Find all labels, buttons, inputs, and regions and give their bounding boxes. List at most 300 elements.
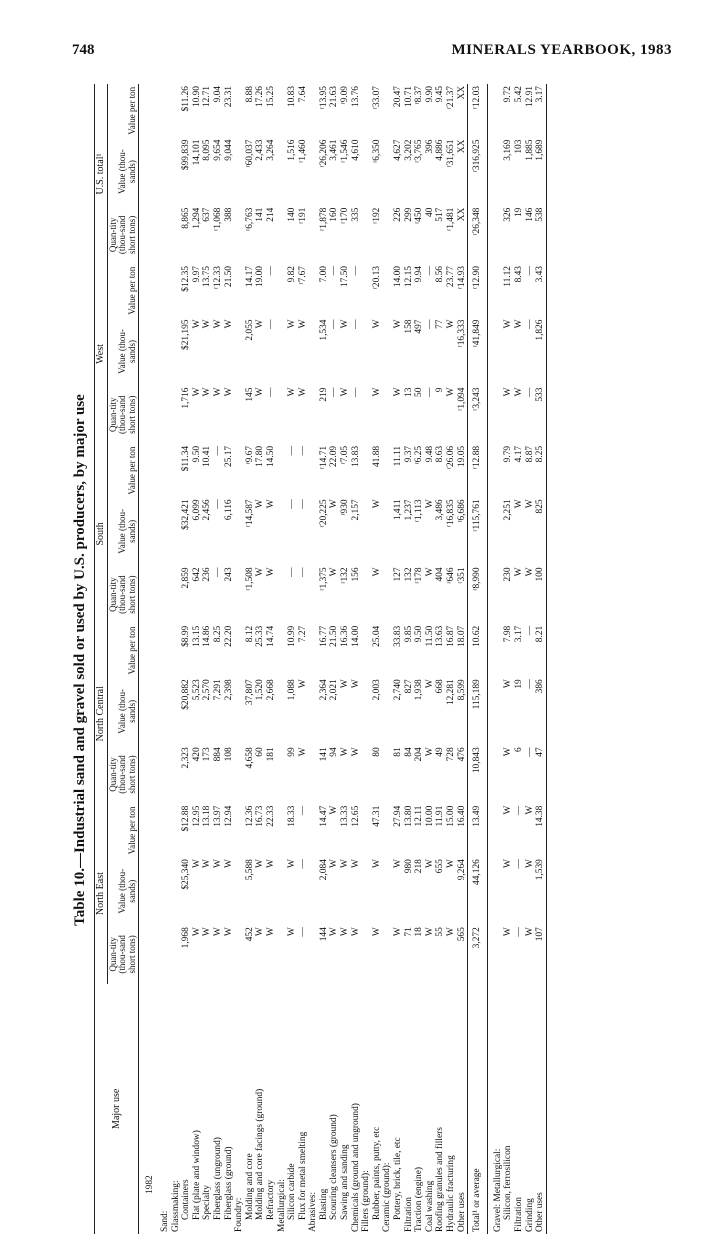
table-cell xyxy=(382,318,393,386)
table-cell xyxy=(382,925,393,983)
table-cell: ʳ1,878 xyxy=(318,207,329,231)
table-cell: 37,807 xyxy=(244,679,255,706)
table-cell: 476 xyxy=(456,747,467,762)
table-cell xyxy=(160,264,171,317)
table-cell: ʳ16,333 xyxy=(456,319,467,348)
table-cell: $21,195 xyxy=(181,319,192,350)
table-cell: 9.50 xyxy=(191,445,202,463)
table-cell xyxy=(171,624,182,677)
table-cell: 226 xyxy=(393,207,404,222)
table-cell: ʳ6,686 xyxy=(456,499,467,523)
table-cell xyxy=(361,84,372,138)
table-cell xyxy=(277,565,288,623)
row-label: Rubber, paints, putty, etc xyxy=(371,1126,382,1220)
table-cell: 1,826 xyxy=(535,319,546,341)
table-cell: W xyxy=(524,499,535,509)
table-cell xyxy=(308,444,319,497)
table-cell: 12.95 xyxy=(191,805,202,827)
table-cell xyxy=(171,677,182,745)
table-cell: W xyxy=(191,927,202,937)
table-cell: 9.04 xyxy=(212,86,223,103)
table-cell xyxy=(493,444,504,497)
table-cell xyxy=(308,206,319,264)
row-label: Total¹ or average xyxy=(468,984,488,1234)
table-cell: ʳ14.71 xyxy=(318,445,329,470)
table-cell: 1,716 xyxy=(181,387,192,409)
table-cell xyxy=(234,624,245,677)
table-cell: ʳ21.37 xyxy=(446,86,456,110)
table-cell: W xyxy=(255,499,266,509)
table-cell: — xyxy=(297,445,308,456)
table-cell xyxy=(234,386,245,444)
table-cell xyxy=(308,497,319,565)
table-cell: 637 xyxy=(202,207,213,222)
table-cell: 4,658 xyxy=(244,747,255,769)
table-cell: W xyxy=(287,927,298,937)
row-label: Chemicals (ground and unground) xyxy=(350,1103,361,1232)
table-cell: 1,294 xyxy=(191,207,202,229)
table-cell: ʳ26,206 xyxy=(318,139,329,168)
table-cell: ʳ1,094 xyxy=(456,387,467,411)
table-cell: W xyxy=(340,319,351,329)
table-cell: 15.00 xyxy=(446,805,456,827)
table-cell: 181 xyxy=(265,747,276,762)
table-cell: — xyxy=(513,805,524,816)
table-cell: — xyxy=(350,266,361,276)
table-cell: W xyxy=(503,859,514,869)
table-cell: 8.12 xyxy=(244,625,255,643)
row-label: Hydraulic fracturing xyxy=(446,1155,456,1232)
row-label: Fiberglass (unground) xyxy=(212,1137,223,1220)
table-cell: 8.88 xyxy=(244,86,255,103)
table-cell: 19 xyxy=(513,207,524,218)
table-cell: — xyxy=(212,499,223,509)
table-cell: 13.49 xyxy=(468,804,488,857)
table-cell: 21.63 xyxy=(329,86,340,108)
table-cell: 13.75 xyxy=(202,266,213,288)
table-cell: 115,189 xyxy=(468,677,488,745)
table-cell: 2,398 xyxy=(223,679,234,701)
table-cell xyxy=(160,804,171,857)
table-cell: 2,323 xyxy=(181,747,192,769)
table-cell xyxy=(277,318,288,386)
table-cell xyxy=(234,138,245,206)
table-cell: 7.64 xyxy=(297,86,308,103)
data-table xyxy=(94,84,547,1234)
table-cell: 99 xyxy=(287,747,298,757)
table-cell: 3,486 xyxy=(435,499,446,521)
table-cell: ʳ1,375 xyxy=(318,567,329,591)
table-cell: 4,886 xyxy=(435,139,446,161)
column-sub-header: Quan-tity (thou-sand short tons) xyxy=(107,565,139,623)
table-cell: W xyxy=(513,567,524,577)
table-cell: 3,264 xyxy=(265,139,276,161)
table-cell: 3,461 xyxy=(329,139,340,161)
table-cell: 10.62 xyxy=(468,624,488,677)
table-cell: ʳ192 xyxy=(371,207,382,224)
table-cell: 5,523 xyxy=(191,679,202,701)
table-cell xyxy=(234,677,245,745)
table-cell xyxy=(493,264,504,317)
table-cell: 13.76 xyxy=(350,86,361,108)
table-cell: — xyxy=(513,859,524,869)
table-cell: 18.07 xyxy=(456,625,467,647)
table-cell: 9.82 xyxy=(287,266,298,283)
table-cell: — xyxy=(424,266,435,276)
table-cell xyxy=(171,745,182,803)
row-label: Blasting xyxy=(318,1188,329,1220)
table-cell xyxy=(160,206,171,264)
table-cell: ʳ14,587 xyxy=(244,499,255,528)
table-cell: 16.36 xyxy=(340,625,351,647)
table-row xyxy=(514,84,525,1234)
table-cell: 146 xyxy=(524,207,535,222)
table-cell: 299 xyxy=(403,207,414,222)
table-cell: 144 xyxy=(318,927,329,942)
table-cell: 2,021 xyxy=(329,679,340,701)
table-cell: W xyxy=(255,319,266,329)
row-label: Other uses xyxy=(535,1192,546,1232)
table-cell: $25,340 xyxy=(181,859,192,890)
table-row xyxy=(351,84,362,1234)
table-cell: 12.65 xyxy=(350,805,361,827)
table-cell: W xyxy=(329,499,340,509)
table-cell: 2,003 xyxy=(371,679,382,701)
table-cell: 77 xyxy=(435,319,446,329)
table-cell: 10.41 xyxy=(202,445,213,467)
table-cell: W xyxy=(503,747,514,757)
table-cell xyxy=(493,565,504,623)
table-cell: ʳ1,460 xyxy=(297,139,308,163)
table-cell: W xyxy=(424,927,435,937)
table-cell: 17.26 xyxy=(255,86,266,108)
table-cell xyxy=(382,206,393,264)
row-label: Molding and core facings (ground) xyxy=(255,1088,266,1220)
table-cell: W xyxy=(329,805,340,815)
table-cell xyxy=(277,677,288,745)
table-cell: 420 xyxy=(191,747,202,762)
table-cell: W xyxy=(287,387,298,397)
table-cell xyxy=(277,264,288,317)
table-cell: ʳ6,763 xyxy=(244,207,255,231)
table-cell xyxy=(171,925,182,983)
table-cell: ʳ1,508 xyxy=(244,567,255,591)
table-cell: 22.20 xyxy=(223,625,234,647)
table-cell: ʳ1,546 xyxy=(340,139,351,163)
table-cell: 497 xyxy=(414,319,425,334)
table-cell: ʳ1,481 xyxy=(446,207,456,231)
table-cell: W xyxy=(223,859,234,869)
table-cell: W xyxy=(524,567,535,577)
table-cell: ʳ6,350 xyxy=(371,139,382,163)
table-cell xyxy=(361,677,372,745)
row-label: Silicon, ferrosilicon xyxy=(503,1145,514,1220)
table-cell: 655 xyxy=(435,859,446,874)
table-cell: ʳ33.07 xyxy=(371,86,382,110)
table-cell: W xyxy=(503,387,514,397)
table-cell: 13.83 xyxy=(350,445,361,467)
table-cell: — xyxy=(297,927,308,937)
row-label: Specialty xyxy=(202,1185,213,1220)
table-cell: ʳ646 xyxy=(446,567,456,584)
table-cell: W xyxy=(424,499,435,509)
table-body xyxy=(139,84,546,1234)
table-row xyxy=(361,84,372,1234)
table-cell: ʳ12.90 xyxy=(468,264,488,317)
table-cell xyxy=(361,318,372,386)
table-cell: 127 xyxy=(393,567,404,582)
region-header: U.S. total¹ xyxy=(95,84,108,264)
table-cell: 41.88 xyxy=(371,445,382,467)
table-cell: W xyxy=(255,567,266,577)
table-cell: 11.50 xyxy=(424,625,435,647)
table-cell xyxy=(382,84,393,138)
row-label: Flux for metal smelting xyxy=(297,1131,308,1220)
table-cell: 404 xyxy=(435,567,446,582)
table-cell: 230 xyxy=(503,567,514,582)
table-cell: 50 xyxy=(414,387,425,397)
table-cell: XX xyxy=(456,86,467,100)
table-row xyxy=(446,84,457,1234)
table-cell: 141 xyxy=(318,747,329,762)
table-cell: 236 xyxy=(202,567,213,582)
table-cell: 10.99 xyxy=(287,625,298,647)
table-cell: — xyxy=(524,625,535,636)
table-row xyxy=(308,84,319,1234)
table-cell: — xyxy=(287,445,298,456)
table-cell: ʳ170 xyxy=(340,207,351,224)
table-cell: W xyxy=(265,859,276,869)
table-cell: 25.04 xyxy=(371,625,382,647)
table-cell: 5.42 xyxy=(513,86,524,103)
table-cell: 20.47 xyxy=(393,86,404,108)
table-row xyxy=(255,84,266,1234)
table-cell: 396 xyxy=(424,139,435,154)
row-label: Molding and core xyxy=(244,1153,255,1220)
table-cell: W xyxy=(446,319,456,329)
table-cell xyxy=(277,138,288,206)
table-cell: — xyxy=(350,319,361,329)
table-cell: ʳ178 xyxy=(414,567,425,584)
table-cell xyxy=(308,925,319,983)
table-cell: 4,610 xyxy=(350,139,361,161)
table-cell: — xyxy=(524,266,535,276)
table-cell: 12.91 xyxy=(524,86,535,108)
table-cell: 668 xyxy=(435,679,446,694)
row-label: Silicon carbide xyxy=(287,1163,298,1220)
row-label: Containers xyxy=(181,1179,192,1220)
table-cell: 214 xyxy=(265,207,276,222)
row-label: Glassmaking: xyxy=(170,1180,181,1232)
table-cell: 2,740 xyxy=(393,679,404,701)
table-cell: 12.71 xyxy=(202,86,213,108)
table-cell xyxy=(277,857,288,925)
table-cell: W xyxy=(503,927,514,937)
table-cell: W xyxy=(371,567,382,577)
table-cell: 2,055 xyxy=(244,319,255,341)
table-cell xyxy=(171,206,182,264)
table-cell xyxy=(234,264,245,317)
table-cell: ʳ7.05 xyxy=(340,445,351,465)
table-row xyxy=(160,84,171,1234)
table-cell xyxy=(361,386,372,444)
table-cell: W xyxy=(350,679,361,689)
table-cell xyxy=(277,386,288,444)
table-cell: W xyxy=(340,679,351,689)
table-cell: W xyxy=(340,387,351,397)
table-cell: 10.83 xyxy=(287,86,298,108)
table-cell xyxy=(277,624,288,677)
table-cell: 55 xyxy=(435,927,446,937)
column-sub-header: Quan-tity (thou-sand short tons) xyxy=(107,386,139,444)
table-cell xyxy=(382,386,393,444)
table-cell xyxy=(171,804,182,857)
table-cell xyxy=(361,565,372,623)
table-cell xyxy=(277,925,288,983)
table-cell: W xyxy=(371,387,382,397)
table-cell: 6 xyxy=(513,747,524,753)
table-cell: 9.45 xyxy=(435,86,446,103)
table-cell: — xyxy=(424,387,435,397)
table-cell: 1,520 xyxy=(255,679,266,701)
table-cell: 7.27 xyxy=(297,625,308,643)
table-cell xyxy=(382,804,393,857)
table-row xyxy=(414,84,425,1234)
table-cell xyxy=(308,677,319,745)
table-cell: W xyxy=(202,927,213,937)
table-cell: W xyxy=(255,927,266,937)
table-cell: 173 xyxy=(202,747,213,762)
table-cell: W xyxy=(202,859,213,869)
table-cell: ʳ26,348 xyxy=(468,206,488,264)
row-label: Fiberglass (ground) xyxy=(223,1146,234,1220)
table-row xyxy=(266,84,277,1234)
row-label: Grinding xyxy=(524,1198,535,1232)
table-cell xyxy=(493,925,504,983)
table-cell: $12.35 xyxy=(181,266,192,292)
table-cell: 9,654 xyxy=(212,139,223,161)
table-cell: 60 xyxy=(255,747,266,757)
table-cell: 14,101 xyxy=(191,139,202,166)
table-cell: 517 xyxy=(435,207,446,222)
table-cell: 47.31 xyxy=(371,805,382,827)
table-cell xyxy=(308,565,319,623)
table-cell: ʳ26.06 xyxy=(446,445,456,470)
table-cell: 12.94 xyxy=(223,805,234,827)
table-cell: 13.80 xyxy=(403,805,414,827)
row-label: Fillers (ground): xyxy=(361,1170,372,1232)
table-cell: $8.99 xyxy=(181,625,192,647)
table-cell: 9,044 xyxy=(223,139,234,161)
region-header: North East xyxy=(95,804,108,984)
row-label: Sawing and sanding xyxy=(340,1144,351,1220)
table-cell: 980 xyxy=(403,859,414,874)
table-cell: W xyxy=(393,927,404,937)
table-cell xyxy=(160,745,171,803)
table-cell: — xyxy=(212,445,223,456)
table-cell: 107 xyxy=(535,927,546,942)
table-cell xyxy=(361,624,372,677)
table-cell: 19.05 xyxy=(456,445,467,467)
table-cell: 14.00 xyxy=(393,266,404,288)
table-cell: 14.50 xyxy=(265,445,276,467)
row-label: Filtration xyxy=(403,1197,414,1232)
table-cell: 13.63 xyxy=(435,625,446,647)
column-sub-header: Value (thou-sands) xyxy=(107,497,139,565)
table-cell: 25.17 xyxy=(223,445,234,467)
table-cell: 2,251 xyxy=(503,499,514,521)
table-cell: — xyxy=(265,319,276,329)
table-cell: W xyxy=(350,927,361,937)
table-cell: W xyxy=(424,747,435,757)
table-cell: 103 xyxy=(513,139,524,154)
table-cell xyxy=(361,804,372,857)
table-cell: W xyxy=(329,927,340,937)
table-cell: $11.26 xyxy=(181,86,192,112)
table-cell: — xyxy=(524,387,535,397)
table-row xyxy=(234,84,245,1234)
table-cell: W xyxy=(287,859,298,869)
table-cell xyxy=(234,84,245,138)
table-cell: W xyxy=(297,387,308,397)
table-cell: 1,885 xyxy=(524,139,535,161)
table-cell: 13.15 xyxy=(191,625,202,647)
rotated-table xyxy=(70,80,700,1240)
table-cell: W xyxy=(329,859,340,869)
table-cell xyxy=(382,565,393,623)
table-cell: 7.98 xyxy=(503,625,514,643)
table-cell: 12.15 xyxy=(403,266,414,288)
table-row xyxy=(181,84,192,1234)
table-row xyxy=(425,84,436,1234)
table-cell xyxy=(308,857,319,925)
table-cell xyxy=(493,138,504,206)
table-cell xyxy=(308,386,319,444)
table-cell: 3.17 xyxy=(513,625,524,643)
table-cell: 94 xyxy=(329,747,340,757)
table-cell: 158 xyxy=(403,319,414,334)
region-header: North Central xyxy=(95,624,108,804)
column-sub-header: Value per ton xyxy=(107,804,139,857)
table-cell: W xyxy=(446,927,456,937)
table-cell: 16.73 xyxy=(255,805,266,827)
row-label: Pottery, brick, tile, etc xyxy=(393,1137,404,1220)
table-cell: 11.12 xyxy=(503,266,514,287)
table-cell: ʳ16,835 xyxy=(446,499,456,528)
table-cell: ʳ20.13 xyxy=(371,266,382,290)
table-cell: ʳ9.67 xyxy=(244,445,255,465)
row-label: Other uses xyxy=(456,1192,467,1232)
table-cell xyxy=(382,677,393,745)
table-row xyxy=(457,84,468,1234)
table-cell xyxy=(308,84,319,138)
table-cell: 2,456 xyxy=(202,499,213,521)
table-cell xyxy=(493,857,504,925)
column-sub-header: Value (thou-sands) xyxy=(107,318,139,386)
table-cell: 2,570 xyxy=(202,679,213,701)
table-cell: 533 xyxy=(535,387,546,402)
table-cell: ʳ930 xyxy=(340,499,351,516)
row-label: Foundry: xyxy=(234,1197,245,1232)
table-cell: ʳ132 xyxy=(340,567,351,584)
table-row xyxy=(319,84,330,1234)
table-cell: ʳ1,068 xyxy=(212,207,223,231)
table-cell: W xyxy=(393,859,404,869)
table-row xyxy=(468,84,488,1234)
table-cell: 15.25 xyxy=(265,86,276,108)
table-cell: — xyxy=(524,679,535,689)
table-cell: 9.94 xyxy=(414,266,425,283)
